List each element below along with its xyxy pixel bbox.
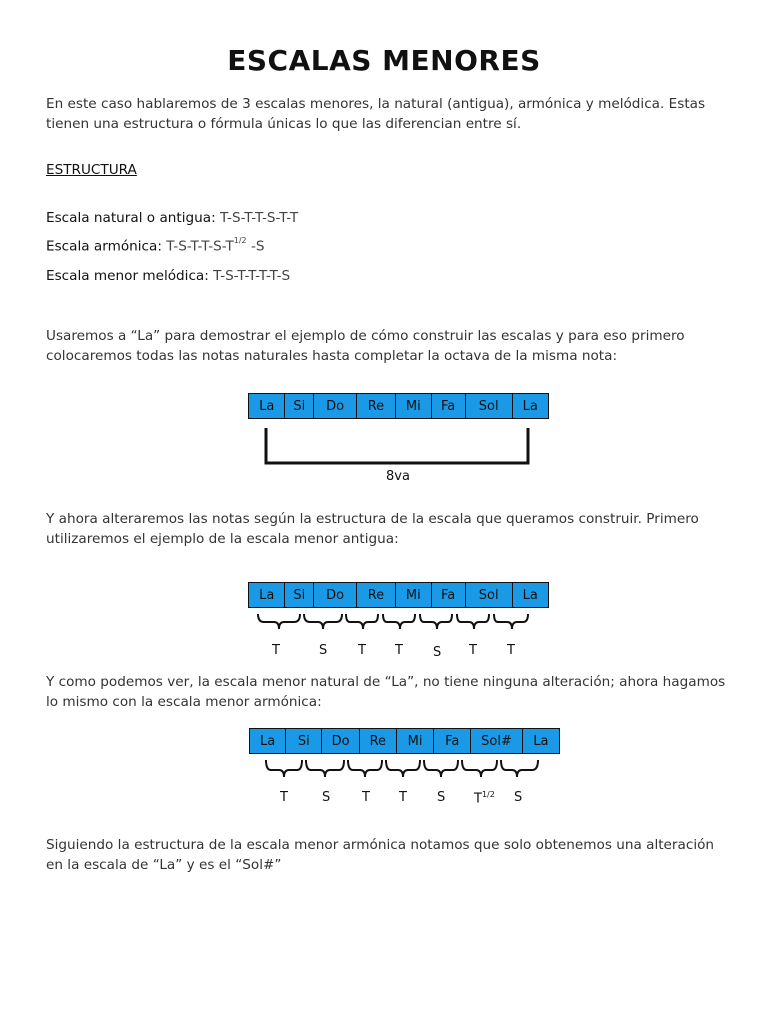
intro-paragraph: En este caso hablaremos de 3 escalas menores, la natural (antigua), armónica y melódica. Estas tienen una estructura o fórmula únicas lo que las diferencian entre sí.	[46, 96, 706, 132]
octave-paragraph: Usaremos a “La” para demostrar el ejemplo de cómo construir las escalas y para eso primero colocaremos todas las notas naturales hasta completar la octava de la misma nota:	[46, 328, 685, 364]
step-label: T	[280, 790, 288, 805]
note-cell: Re	[359, 729, 396, 754]
note-cell: Re	[356, 583, 395, 608]
step-label: S	[319, 643, 328, 658]
step-label-sup: 1/2	[481, 790, 495, 799]
conclusion-paragraph: Siguiendo la estructura de la escala menor armónica notamos que solo obtenemos una alteración en la escala de “La” y es el “Sol#”	[46, 837, 715, 873]
step-label: T	[469, 643, 477, 658]
scale-harmonic-formula: T-S-T-T-S-T	[166, 238, 234, 255]
harmonic-notes-table	[249, 728, 560, 754]
note-cell: Do	[314, 394, 357, 419]
structure-heading: ESTRUCTURA	[46, 162, 137, 178]
scale-melodic-line	[46, 268, 290, 284]
note-cell: La	[512, 394, 548, 419]
table-row	[249, 394, 549, 419]
note-cell: Sol	[465, 583, 512, 608]
table-row	[249, 583, 549, 608]
natural-notes-table	[248, 582, 549, 608]
note-cell: Fa	[431, 394, 465, 419]
scale-harmonic-label: Escala armónica:	[46, 238, 162, 255]
note-cell: Do	[314, 583, 357, 608]
scale-natural-formula: T-S-T-T-S-T-T	[220, 210, 299, 226]
natural-intro-paragraph: Y ahora alteraremos las notas según la estructura de la escala que queramos construir. Primero utilizaremos el ejemplo de la escala menor antigua:	[46, 511, 699, 547]
scale-harmonic-sup: 1/2	[233, 236, 247, 245]
scale-natural-line	[46, 210, 298, 226]
scale-harmonic-line	[46, 238, 265, 255]
step-label: S	[433, 645, 442, 660]
note-cell: Fa	[434, 729, 471, 754]
note-cell: Mi	[396, 729, 433, 754]
note-cell: Do	[322, 729, 359, 754]
note-cell: Mi	[396, 583, 432, 608]
harmonic-step-braces	[258, 758, 548, 788]
scale-melodic-label: Escala menor melódica:	[46, 268, 209, 284]
note-cell: Si	[285, 394, 314, 419]
scale-natural-label: Escala natural o antigua:	[46, 210, 216, 226]
step-label: T	[507, 643, 515, 658]
note-cell: La	[249, 583, 285, 608]
step-label: T	[399, 790, 407, 805]
scale-melodic-formula: T-S-T-T-T-T-S	[213, 268, 291, 284]
octave-notes-table	[248, 393, 549, 419]
natural-step-braces	[250, 612, 550, 642]
note-cell: Si	[285, 583, 314, 608]
note-cell: La	[522, 729, 559, 754]
note-cell: Mi	[396, 394, 432, 419]
step-label: T	[362, 790, 370, 805]
table-row	[250, 729, 560, 754]
harmonic-intro-paragraph: Y como podemos ver, la escala menor natural de “La”, no tiene ninguna alteración; ahora hagamos lo mismo con la escala menor armónica:	[46, 674, 726, 710]
note-cell: La	[512, 583, 548, 608]
step-label: T	[395, 643, 403, 658]
note-cell: Re	[356, 394, 395, 419]
step-label: S	[322, 790, 331, 805]
note-cell: La	[249, 394, 285, 419]
page-title: ESCALAS MENORES	[227, 44, 541, 77]
note-cell: Si	[286, 729, 322, 754]
note-cell: Fa	[431, 583, 465, 608]
note-cell: La	[250, 729, 286, 754]
octave-label: 8va	[386, 469, 410, 484]
step-label	[474, 790, 495, 806]
scale-harmonic-suffix: -S	[246, 238, 265, 255]
step-label: S	[514, 790, 523, 805]
step-label: T	[272, 643, 280, 658]
step-label-text: T	[474, 791, 482, 807]
step-label: T	[358, 643, 366, 658]
note-cell: Sol#	[471, 729, 522, 754]
note-cell: Sol	[465, 394, 512, 419]
octave-bracket	[260, 424, 535, 468]
step-label: S	[437, 790, 446, 805]
